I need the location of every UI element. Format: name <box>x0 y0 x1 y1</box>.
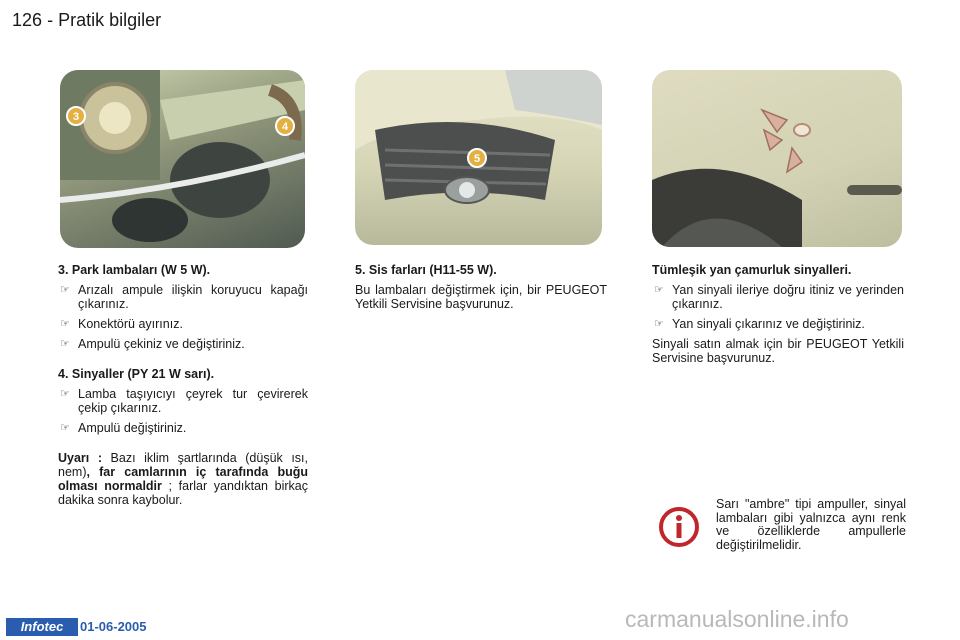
bullet-text: Lamba taşıyıcıyı çeyrek tur çevirerek çekip çıkarınız. <box>78 387 308 415</box>
warning-text-end: ; farlar yandıktan birkaç dakika sonra kaybolur. <box>58 479 308 507</box>
hand-pointer-icon: ☞ <box>654 284 664 296</box>
side-fender-illustration <box>652 70 902 247</box>
fender-signal-bullet <box>652 317 904 331</box>
hand-pointer-icon: ☞ <box>60 388 70 400</box>
section-4-heading: 4. Sinyaller (PY 21 W sarı). <box>58 367 215 381</box>
photo-engine-bay <box>60 70 305 248</box>
info-text: Sarı "ambre" tipi ampuller, sinyal lambaları gibi yalnızca aynı renk ve özelliklerde ampullerle değiştirilmelidir. <box>716 497 906 552</box>
bullet-text: Yan sinyali ileriye doğru itiniz ve yerinden çıkarınız. <box>672 283 904 311</box>
page-section-title: Pratik bilgiler <box>58 10 162 30</box>
hand-pointer-icon: ☞ <box>60 284 70 296</box>
callout-3-label: 3 <box>72 111 80 123</box>
page-number: 126 <box>12 10 43 30</box>
callout-5-label: 5 <box>473 153 481 165</box>
section-3-bullet <box>58 317 308 331</box>
callout-4-label: 4 <box>281 121 289 133</box>
warning-paragraph <box>58 451 308 507</box>
section-5-text: Bu lambaları değiştirmek için, bir PEUGEOT Yetkili Servisine başvurunuz. <box>355 283 607 311</box>
section-4-bullet <box>58 387 308 415</box>
hand-pointer-icon: ☞ <box>654 318 664 330</box>
section-4-bullet <box>58 421 308 435</box>
footer-date: 01-06-2005 <box>80 619 147 634</box>
photo-front-bumper <box>355 70 602 245</box>
warning-text: Bazı iklim şartlarında (düşük ısı, nem) <box>58 451 308 479</box>
warning-emphasis: , far camlarının iç tarafında buğu olması normaldir <box>58 465 308 493</box>
column-middle <box>355 263 607 317</box>
section-3-bullet <box>58 283 308 311</box>
hand-pointer-icon: ☞ <box>60 338 70 350</box>
page-header <box>12 10 161 31</box>
photo-side-fender <box>652 70 902 247</box>
info-note <box>652 498 907 560</box>
bullet-text: Arızalı ampule ilişkin koruyucu kapağı çıkarınız. <box>78 283 308 311</box>
bullet-text: Yan sinyali çıkarınız ve değiştiriniz. <box>672 317 865 331</box>
engine-bay-illustration <box>60 70 305 248</box>
hand-pointer-icon: ☞ <box>60 422 70 434</box>
fender-signal-heading: Tümleşik yan çamurluk sinyalleri. <box>652 263 852 277</box>
column-right <box>652 263 904 371</box>
watermark: carmanualsonline.info <box>625 606 849 632</box>
fender-signal-bullet <box>652 283 904 311</box>
section-3-heading: 3. Park lambaları (W 5 W). <box>58 263 211 277</box>
header-separator: - <box>47 10 54 30</box>
bullet-text: Ampulü çekiniz ve değiştiriniz. <box>78 337 245 351</box>
column-left <box>58 263 308 513</box>
section-3-bullet <box>58 337 308 351</box>
hand-pointer-icon: ☞ <box>60 318 70 330</box>
bullet-text: Konektörü ayırınız. <box>78 317 183 331</box>
section-5-heading: 5. Sis farları (H11-55 W). <box>355 263 497 277</box>
info-icon <box>658 506 700 548</box>
warning-label: Uyarı : <box>58 451 102 465</box>
front-bumper-illustration <box>355 70 602 245</box>
bullet-text: Ampulü değiştiriniz. <box>78 421 187 435</box>
fender-signal-note: Sinyali satın almak için bir PEUGEOT Yetkili Servisine başvurunuz. <box>652 337 904 365</box>
infotec-logo: Infotec <box>6 618 78 636</box>
